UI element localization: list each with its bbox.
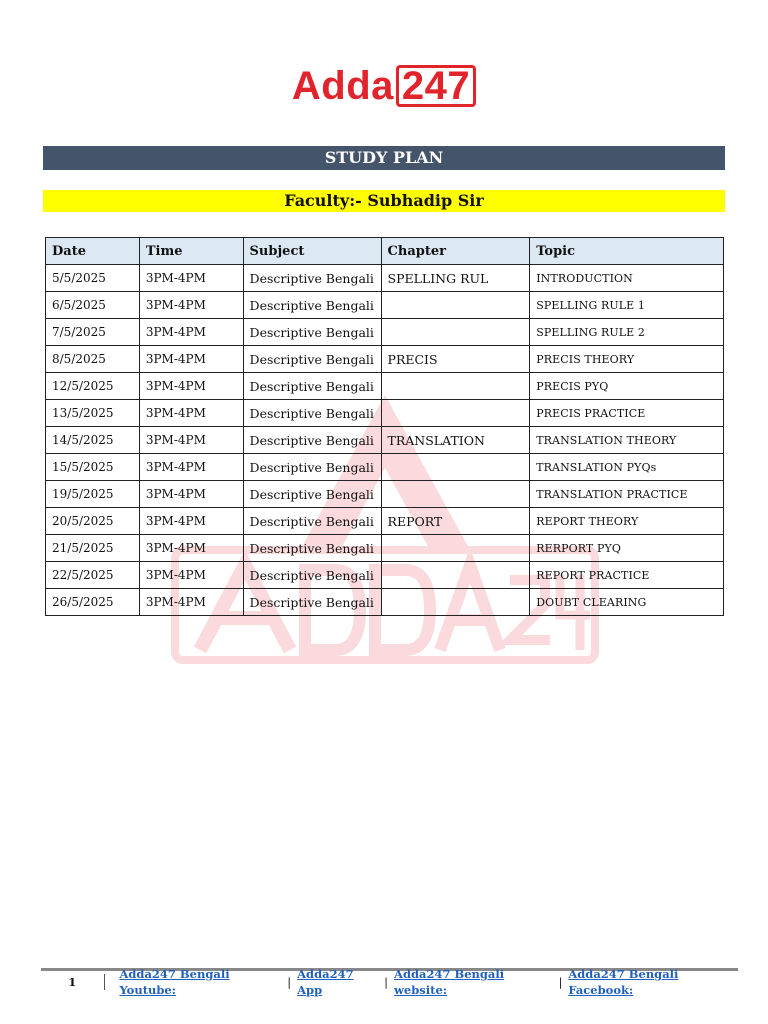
cell-time: 3PM-4PM xyxy=(139,427,243,454)
cell-time: 3PM-4PM xyxy=(139,508,243,535)
cell-topic: SPELLING RULE 1 xyxy=(530,292,724,319)
logo-text-right: 247 xyxy=(396,65,476,107)
cell-subject: Descriptive Bengali xyxy=(243,373,381,400)
cell-subject: Descriptive Bengali xyxy=(243,589,381,616)
cell-subject: Descriptive Bengali xyxy=(243,427,381,454)
cell-chapter xyxy=(381,292,530,319)
adda247-logo xyxy=(0,64,768,108)
table-row xyxy=(46,265,724,292)
cell-date: 12/5/2025 xyxy=(46,373,140,400)
cell-subject: Descriptive Bengali xyxy=(243,400,381,427)
cell-subject: Descriptive Bengali xyxy=(243,346,381,373)
cell-chapter xyxy=(381,535,530,562)
cell-date: 13/5/2025 xyxy=(46,400,140,427)
header-chapter: Chapter xyxy=(381,238,530,265)
logo-text-left: Adda xyxy=(291,64,394,108)
cell-topic: PRECIS PRACTICE xyxy=(530,400,724,427)
cell-date: 20/5/2025 xyxy=(46,508,140,535)
table-row xyxy=(46,589,724,616)
cell-subject: Descriptive Bengali xyxy=(243,265,381,292)
table-row xyxy=(46,427,724,454)
cell-subject: Descriptive Bengali xyxy=(243,535,381,562)
cell-chapter xyxy=(381,562,530,589)
cell-chapter xyxy=(381,400,530,427)
page-footer xyxy=(41,967,738,997)
page-number: 1 xyxy=(68,975,77,989)
table-header-row xyxy=(46,238,724,265)
cell-time: 3PM-4PM xyxy=(139,319,243,346)
cell-chapter: SPELLING RUL xyxy=(381,265,530,292)
cell-date: 8/5/2025 xyxy=(46,346,140,373)
cell-subject: Descriptive Bengali xyxy=(243,562,381,589)
cell-topic: DOUBT CLEARING xyxy=(530,589,724,616)
cell-time: 3PM-4PM xyxy=(139,400,243,427)
table-row xyxy=(46,346,724,373)
table-row xyxy=(46,481,724,508)
table-body xyxy=(46,265,724,616)
table-row xyxy=(46,535,724,562)
table-row xyxy=(46,562,724,589)
cell-subject: Descriptive Bengali xyxy=(243,454,381,481)
cell-topic: PRECIS THEORY xyxy=(530,346,724,373)
study-plan-table xyxy=(45,237,724,616)
cell-date: 19/5/2025 xyxy=(46,481,140,508)
cell-topic: REPORT PRACTICE xyxy=(530,562,724,589)
cell-time: 3PM-4PM xyxy=(139,589,243,616)
pipe-separator: | xyxy=(287,975,292,989)
cell-chapter: REPORT xyxy=(381,508,530,535)
cell-chapter xyxy=(381,481,530,508)
cell-date: 5/5/2025 xyxy=(46,265,140,292)
header-time: Time xyxy=(139,238,243,265)
cell-topic: PRECIS PYQ xyxy=(530,373,724,400)
cell-time: 3PM-4PM xyxy=(139,481,243,508)
cell-topic: RERPORT PYQ xyxy=(530,535,724,562)
facebook-link[interactable]: Adda247 Bengali Facebook: xyxy=(568,967,679,997)
cell-date: 22/5/2025 xyxy=(46,562,140,589)
cell-chapter: PRECIS xyxy=(381,346,530,373)
header-topic: Topic xyxy=(530,238,724,265)
youtube-link[interactable]: Adda247 Bengali Youtube: xyxy=(119,967,230,997)
table-row xyxy=(46,454,724,481)
cell-subject: Descriptive Bengali xyxy=(243,319,381,346)
cell-subject: Descriptive Bengali xyxy=(243,508,381,535)
cell-topic: SPELLING RULE 2 xyxy=(530,319,724,346)
table-row xyxy=(46,373,724,400)
cell-date: 14/5/2025 xyxy=(46,427,140,454)
cell-date: 21/5/2025 xyxy=(46,535,140,562)
app-link[interactable]: Adda247 App xyxy=(297,967,354,997)
cell-time: 3PM-4PM xyxy=(139,562,243,589)
cell-subject: Descriptive Bengali xyxy=(243,481,381,508)
cell-time: 3PM-4PM xyxy=(139,535,243,562)
cell-chapter xyxy=(381,373,530,400)
website-link[interactable]: Adda247 Bengali website: xyxy=(394,967,505,997)
cell-time: 3PM-4PM xyxy=(139,292,243,319)
cell-date: 6/5/2025 xyxy=(46,292,140,319)
cell-topic: TRANSLATION THEORY xyxy=(530,427,724,454)
table-row xyxy=(46,319,724,346)
cell-chapter xyxy=(381,319,530,346)
faculty-banner: Faculty:- Subhadip Sir xyxy=(43,190,725,212)
pipe-separator: | xyxy=(384,975,389,989)
table-row xyxy=(46,400,724,427)
cell-topic: REPORT THEORY xyxy=(530,508,724,535)
pipe-separator: | xyxy=(558,975,563,989)
cell-date: 7/5/2025 xyxy=(46,319,140,346)
table-row xyxy=(46,508,724,535)
header-date: Date xyxy=(46,238,140,265)
cell-date: 26/5/2025 xyxy=(46,589,140,616)
cell-time: 3PM-4PM xyxy=(139,373,243,400)
cell-topic: INTRODUCTION xyxy=(530,265,724,292)
cell-time: 3PM-4PM xyxy=(139,454,243,481)
cell-chapter xyxy=(381,589,530,616)
table-row xyxy=(46,292,724,319)
cell-time: 3PM-4PM xyxy=(139,346,243,373)
cell-subject: Descriptive Bengali xyxy=(243,292,381,319)
study-plan-title: STUDY PLAN xyxy=(43,146,725,170)
footer-separator xyxy=(104,974,106,990)
cell-date: 15/5/2025 xyxy=(46,454,140,481)
cell-chapter: TRANSLATION xyxy=(381,427,530,454)
cell-chapter xyxy=(381,454,530,481)
cell-time: 3PM-4PM xyxy=(139,265,243,292)
header-subject: Subject xyxy=(243,238,381,265)
cell-topic: TRANSLATION PRACTICE xyxy=(530,481,724,508)
cell-topic: TRANSLATION PYQs xyxy=(530,454,724,481)
